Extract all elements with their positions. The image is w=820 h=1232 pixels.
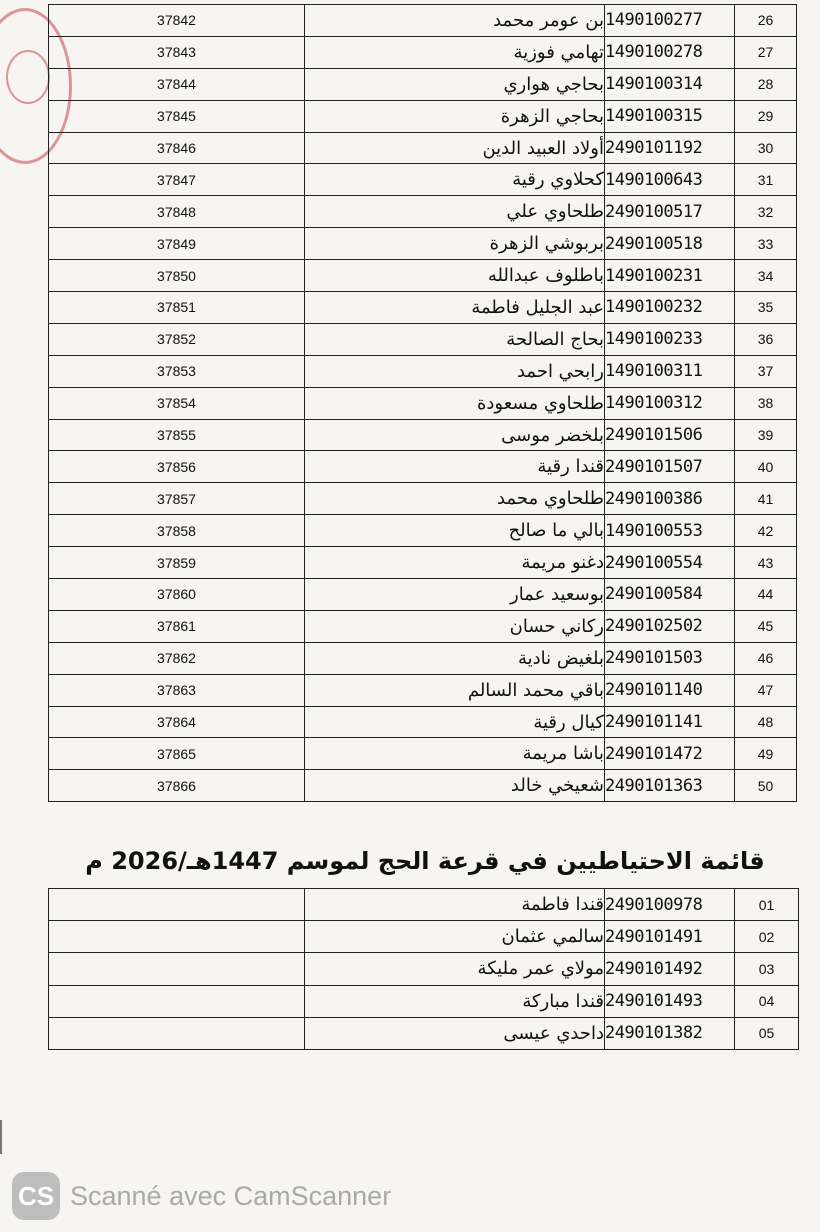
table-row — [49, 196, 797, 228]
sequence-number-cell: 37860 — [49, 579, 305, 611]
id-number-cell: 2490101506 — [605, 419, 735, 451]
row-index-cell: 32 — [735, 196, 797, 228]
table-row — [49, 68, 797, 100]
sequence-number-cell: 37855 — [49, 419, 305, 451]
table-row — [49, 706, 797, 738]
id-number-cell: 2490100978 — [605, 889, 735, 921]
stamp-emblem — [6, 50, 50, 104]
table-row — [49, 579, 797, 611]
id-number-cell: 2490101382 — [605, 1017, 735, 1049]
row-index-cell: 26 — [735, 5, 797, 37]
table-row — [49, 451, 797, 483]
table-row — [49, 674, 797, 706]
name-cell: بحاج الصالحة — [305, 323, 605, 355]
name-cell: بحاجي الزهرة — [305, 100, 605, 132]
id-number-cell: 2490101363 — [605, 770, 735, 802]
table-row — [49, 610, 797, 642]
sequence-number-cell: 37843 — [49, 36, 305, 68]
sequence-number-cell: 37849 — [49, 228, 305, 260]
name-cell: دغنو مريمة — [305, 547, 605, 579]
table-row — [49, 292, 797, 324]
name-cell: سالمي عثمان — [305, 921, 605, 953]
id-number-cell: 2490100518 — [605, 228, 735, 260]
id-number-cell: 2490100517 — [605, 196, 735, 228]
row-index-cell: 29 — [735, 100, 797, 132]
name-cell: شعيخي خالد — [305, 770, 605, 802]
row-index-cell: 35 — [735, 292, 797, 324]
camscanner-logo-icon: CS — [12, 1172, 60, 1220]
id-number-cell: 2490101472 — [605, 738, 735, 770]
id-number-cell: 2490100386 — [605, 483, 735, 515]
row-index-cell: 31 — [735, 164, 797, 196]
table-row — [49, 355, 797, 387]
name-cell: طلحاوي محمد — [305, 483, 605, 515]
id-number-cell: 1490100233 — [605, 323, 735, 355]
row-index-cell: 33 — [735, 228, 797, 260]
sequence-number-cell: 37846 — [49, 132, 305, 164]
name-cell: طلحاوي علي — [305, 196, 605, 228]
name-cell: كيال رقية — [305, 706, 605, 738]
row-index-cell: 30 — [735, 132, 797, 164]
name-cell: بلخضر موسى — [305, 419, 605, 451]
table-row — [49, 738, 797, 770]
table-row — [49, 36, 797, 68]
id-number-cell: 1490100277 — [605, 5, 735, 37]
sequence-number-cell: 37844 — [49, 68, 305, 100]
row-index-cell: 50 — [735, 770, 797, 802]
id-number-cell: 1490100643 — [605, 164, 735, 196]
row-index-cell: 38 — [735, 387, 797, 419]
table-row — [49, 323, 797, 355]
sequence-number-cell: 37852 — [49, 323, 305, 355]
table-row — [49, 547, 797, 579]
table-row — [49, 770, 797, 802]
name-cell: طلحاوي مسعودة — [305, 387, 605, 419]
name-cell: داحدي عيسى — [305, 1017, 605, 1049]
id-number-cell: 1490100553 — [605, 515, 735, 547]
sequence-number-cell: 37848 — [49, 196, 305, 228]
sequence-number-cell — [49, 921, 305, 953]
table-row — [49, 985, 799, 1017]
sequence-number-cell: 37850 — [49, 260, 305, 292]
id-number-cell: 2490101503 — [605, 642, 735, 674]
sequence-number-cell: 37853 — [49, 355, 305, 387]
sequence-number-cell: 37861 — [49, 610, 305, 642]
table-row — [49, 921, 799, 953]
row-index-cell: 36 — [735, 323, 797, 355]
row-index-cell: 40 — [735, 451, 797, 483]
row-index-cell: 28 — [735, 68, 797, 100]
name-cell: تهامي فوزية — [305, 36, 605, 68]
id-number-cell: 2490102502 — [605, 610, 735, 642]
name-cell: بالي ما صالح — [305, 515, 605, 547]
name-cell: قندا فاطمة — [305, 889, 605, 921]
sequence-number-cell: 37858 — [49, 515, 305, 547]
row-index-cell: 34 — [735, 260, 797, 292]
name-cell: باطلوف عبدالله — [305, 260, 605, 292]
id-number-cell: 2490101140 — [605, 674, 735, 706]
row-index-cell: 02 — [735, 921, 799, 953]
table-row — [49, 419, 797, 451]
name-cell: باقي محمد السالم — [305, 674, 605, 706]
sequence-number-cell — [49, 889, 305, 921]
table-row — [49, 5, 797, 37]
main-list-table — [48, 4, 797, 802]
camscanner-footer — [12, 1170, 391, 1222]
row-index-cell: 04 — [735, 985, 799, 1017]
id-number-cell: 2490101493 — [605, 985, 735, 1017]
table-row — [49, 515, 797, 547]
id-number-cell: 1490100232 — [605, 292, 735, 324]
id-number-cell: 2490101507 — [605, 451, 735, 483]
name-cell: مولاي عمر مليكة — [305, 953, 605, 985]
sequence-number-cell: 37857 — [49, 483, 305, 515]
table-row — [49, 953, 799, 985]
id-number-cell: 2490101491 — [605, 921, 735, 953]
row-index-cell: 44 — [735, 579, 797, 611]
id-number-cell: 2490101492 — [605, 953, 735, 985]
table-row — [49, 1017, 799, 1049]
row-index-cell: 42 — [735, 515, 797, 547]
row-index-cell: 39 — [735, 419, 797, 451]
name-cell: ركاني حسان — [305, 610, 605, 642]
id-number-cell: 1490100312 — [605, 387, 735, 419]
sequence-number-cell: 37854 — [49, 387, 305, 419]
sequence-number-cell: 37859 — [49, 547, 305, 579]
id-number-cell: 2490100584 — [605, 579, 735, 611]
row-index-cell: 49 — [735, 738, 797, 770]
row-index-cell: 48 — [735, 706, 797, 738]
sequence-number-cell — [49, 1017, 305, 1049]
name-cell: قندا مباركة — [305, 985, 605, 1017]
row-index-cell: 47 — [735, 674, 797, 706]
row-index-cell: 45 — [735, 610, 797, 642]
table-row — [49, 387, 797, 419]
name-cell: بن عومر محمد — [305, 5, 605, 37]
name-cell: كحلاوي رقية — [305, 164, 605, 196]
sequence-number-cell: 37864 — [49, 706, 305, 738]
id-number-cell: 1490100315 — [605, 100, 735, 132]
sequence-number-cell — [49, 953, 305, 985]
table-row — [49, 260, 797, 292]
row-index-cell: 41 — [735, 483, 797, 515]
row-index-cell: 43 — [735, 547, 797, 579]
sequence-number-cell: 37845 — [49, 100, 305, 132]
table-row — [49, 100, 797, 132]
row-index-cell: 05 — [735, 1017, 799, 1049]
table-row — [49, 642, 797, 674]
row-index-cell: 37 — [735, 355, 797, 387]
table-row — [49, 132, 797, 164]
name-cell: باشا مريمة — [305, 738, 605, 770]
id-number-cell: 1490100311 — [605, 355, 735, 387]
id-number-cell: 2490101141 — [605, 706, 735, 738]
row-index-cell: 27 — [735, 36, 797, 68]
table-row — [49, 164, 797, 196]
id-number-cell: 2490100554 — [605, 547, 735, 579]
sequence-number-cell: 37863 — [49, 674, 305, 706]
reserve-list-title: قائمة الاحتياطيين في قرعة الحج لموسم 1447هـ/2026 م — [85, 847, 765, 875]
name-cell: أولاد العبيد الدين — [305, 132, 605, 164]
reserve-list-table — [48, 888, 799, 1050]
name-cell: بربوشي الزهرة — [305, 228, 605, 260]
name-cell: بحاجي هواري — [305, 68, 605, 100]
row-index-cell: 03 — [735, 953, 799, 985]
sequence-number-cell: 37862 — [49, 642, 305, 674]
name-cell: بوسعيد عمار — [305, 579, 605, 611]
name-cell: قندا رقية — [305, 451, 605, 483]
sequence-number-cell: 37866 — [49, 770, 305, 802]
table-row — [49, 889, 799, 921]
id-number-cell: 1490100314 — [605, 68, 735, 100]
name-cell: رابحي احمد — [305, 355, 605, 387]
row-index-cell: 01 — [735, 889, 799, 921]
name-cell: عبد الجليل فاطمة — [305, 292, 605, 324]
sequence-number-cell: 37842 — [49, 5, 305, 37]
sequence-number-cell: 37851 — [49, 292, 305, 324]
sequence-number-cell: 37856 — [49, 451, 305, 483]
sequence-number-cell: 37865 — [49, 738, 305, 770]
sequence-number-cell — [49, 985, 305, 1017]
id-number-cell: 2490101192 — [605, 132, 735, 164]
camscanner-text: Scanné avec CamScanner — [70, 1180, 392, 1211]
id-number-cell: 1490100278 — [605, 36, 735, 68]
table-row — [49, 228, 797, 260]
id-number-cell: 1490100231 — [605, 260, 735, 292]
sequence-number-cell: 37847 — [49, 164, 305, 196]
table-row — [49, 483, 797, 515]
name-cell: بلغيض نادية — [305, 642, 605, 674]
page-edge-mark — [0, 1120, 2, 1154]
row-index-cell: 46 — [735, 642, 797, 674]
